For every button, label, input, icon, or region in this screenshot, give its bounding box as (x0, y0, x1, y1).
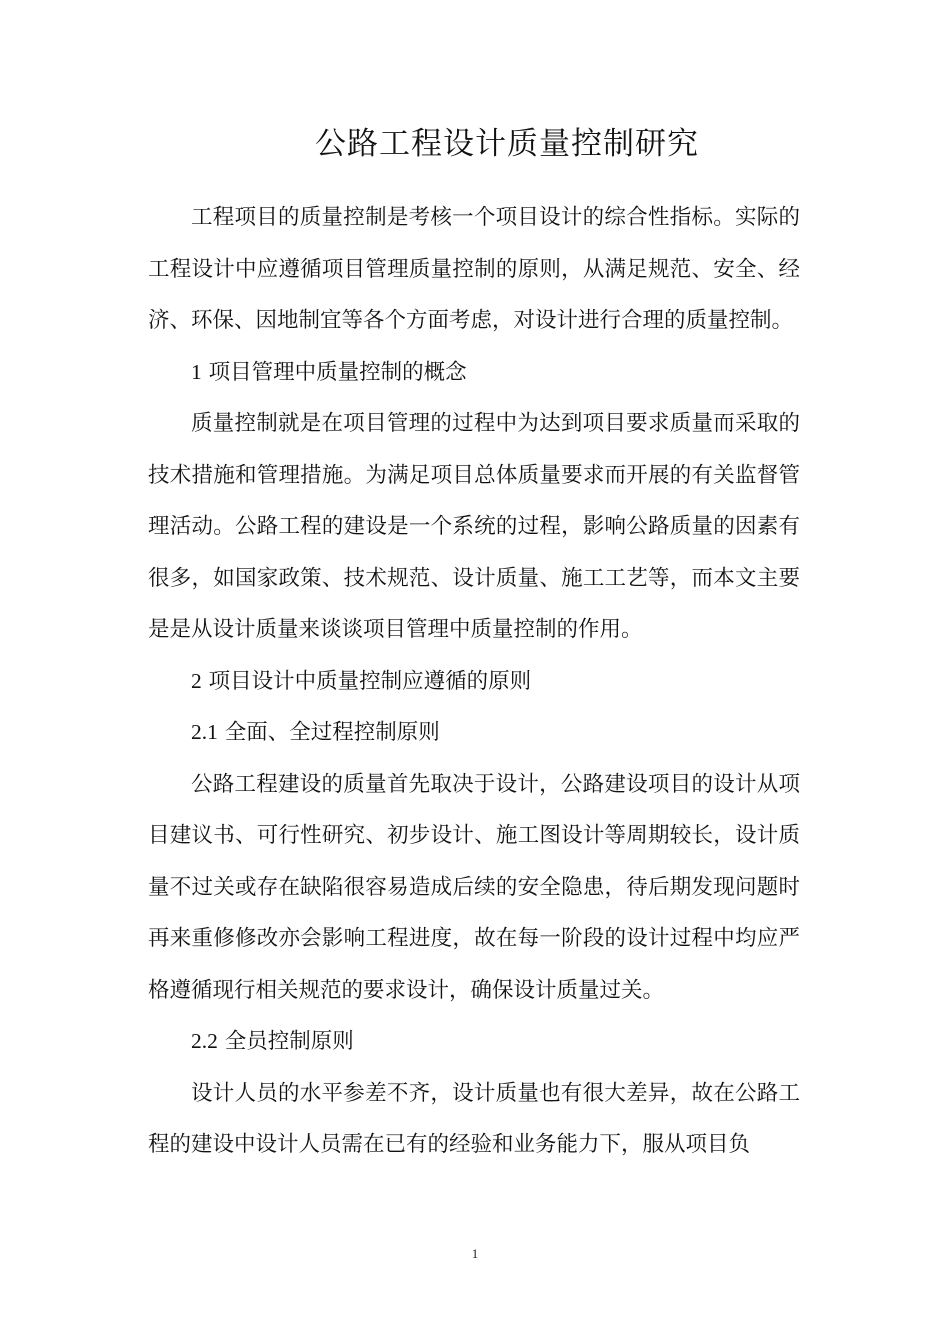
section-number: 2.2 (191, 1029, 218, 1053)
paragraph-all-staff: 设计人员的水平参差不齐，设计质量也有很大差异，故在公路工程的建设中设计人员需在已有的经验和业务能力下，服从项目负 (148, 1080, 800, 1157)
section-heading-2-1 (148, 707, 800, 759)
paragraph-full-process: 公路工程建设的质量首先取决于设计，公路建设项目的设计从项目建议书、可行性研究、初步设计、施工图设计等周期较长，设计质量不过关或存在缺陷很容易造成后续的安全隐患，待后期发现问题时再来重修修改亦会影响工程进度，故在每一阶段的设计过程中均应严格遵循现行相关规范的要求设计，确保设计质量过关。 (148, 771, 800, 1003)
paragraph-intro: 工程项目的质量控制是考核一个项目设计的综合性指标。实际的工程设计中应遵循项目管理质量控制的原则，从满足规范、安全、经济、环保、因地制宜等各个方面考虑，对设计进行合理的质量控制。 (148, 205, 800, 333)
section-number: 2 (191, 668, 202, 693)
page-number: 1 (471, 1246, 479, 1261)
section-heading-2-2 (148, 1016, 800, 1068)
document-title: 公路工程设计质量控制研究 (315, 126, 699, 162)
section-heading-text: 全员控制原则 (224, 1029, 354, 1054)
section-heading-1 (148, 347, 800, 399)
section-heading-text: 项目设计中质量控制应遵循的原则 (208, 668, 532, 694)
section-heading-text: 全面、全过程控制原则 (224, 720, 440, 745)
section-heading-2 (148, 656, 800, 708)
document-body (148, 192, 800, 1171)
section-heading-text: 项目管理中质量控制的概念 (208, 359, 467, 385)
paragraph-concept: 质量控制就是在项目管理的过程中为达到项目要求质量而采取的技术措施和管理措施。为满足项目总体质量要求而开展的有关监督管理活动。公路工程的建设是一个系统的过程，影响公路质量的因素有很多，如国家政策、技术规范、设计质量、施工工艺等，而本文主要是是从设计质量来谈谈项目管理中质量控制的作用。 (148, 411, 800, 642)
section-number: 1 (191, 359, 202, 384)
section-number: 2.1 (191, 720, 218, 744)
